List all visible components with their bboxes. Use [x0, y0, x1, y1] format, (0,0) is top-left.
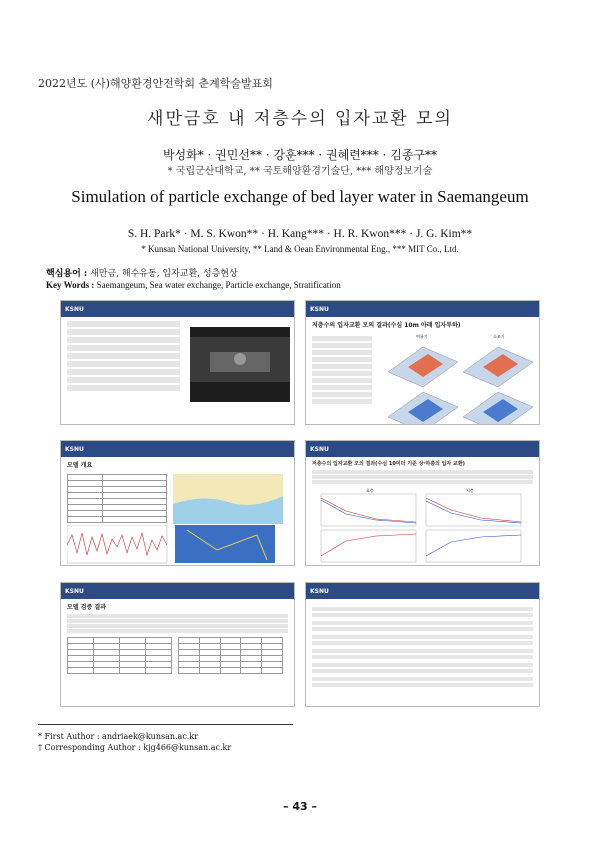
- slide-conclusion: [305, 582, 540, 707]
- slide-header: KSNU: [61, 583, 294, 599]
- authors-korean: 박성화* · 권민선** · 강훈*** · 권혜련*** · 김종구**: [162, 148, 438, 162]
- page-number: – 43 –: [283, 800, 317, 813]
- slide-model-validation: [60, 582, 295, 707]
- validation-table-2: [178, 637, 283, 674]
- slide-bullets: [312, 470, 533, 484]
- video-thumbnail-icon: [190, 327, 290, 402]
- slide-header: KSNU: [306, 301, 539, 317]
- footnote-corresponding-author: † Corresponding Author : kjg466@kunsan.ac.kr: [38, 743, 232, 752]
- title-english: Simulation of particle exchange of bed layer water in Saemangeum: [71, 187, 529, 206]
- slide-title: 모델 개요: [67, 462, 93, 469]
- label-surface: 표층: [366, 488, 374, 493]
- label-bottom: 저층: [466, 488, 474, 493]
- model-overview-table: [67, 474, 167, 523]
- slide-model-overview: [60, 440, 295, 566]
- timeseries-plot: [67, 525, 287, 565]
- slide-bullets: [312, 607, 533, 687]
- footnote-first-author: * First Author : andriaek@kunsan.ac.kr: [38, 732, 199, 741]
- slide-bullets: [312, 334, 372, 425]
- conference-header: 2022년도 (사)해양환경안전학회 춘계학술발표회: [38, 77, 273, 90]
- slide-header: KSNU: [61, 301, 294, 317]
- validation-table-1: [67, 637, 172, 674]
- slide-bullets: [67, 319, 180, 410]
- slide-title: 모델 검증 결과: [67, 604, 106, 611]
- video-frame-image: [190, 327, 290, 402]
- keywords-korean: [46, 266, 238, 279]
- surface-plot-grid: [378, 332, 538, 425]
- study-area-map: [173, 474, 283, 524]
- label-b: 소조기: [493, 334, 505, 339]
- footnote-divider: [38, 724, 293, 725]
- slide-header: KSNU: [306, 583, 539, 599]
- affiliation-korean: * 국립군산대학교, ** 국토해양환경기술단, *** 해양정보기술: [167, 166, 433, 177]
- affiliation-english: * Kunsan National University, ** Land & Oean Environmental Eng., *** MIT Co., Ltd.: [141, 244, 459, 254]
- slide-bullets: [67, 614, 288, 633]
- keywords-english-text: Saemangeum, Sea water exchange, Particle exchange, Stratification: [96, 280, 341, 290]
- keywords-english: [46, 280, 341, 290]
- layer-exchange-plots: [306, 486, 536, 566]
- keywords-korean-text: 새만금, 해수유동, 입자교환, 성층현상: [90, 269, 238, 279]
- slide-header: KSNU: [61, 441, 294, 457]
- slide-result-layers: [305, 440, 540, 566]
- keywords-english-label: Key Words :: [46, 280, 95, 290]
- title-korean: 새만금호 내 저층수의 입자교환 모의: [147, 109, 453, 129]
- label-a: 여름기: [416, 334, 428, 339]
- slide-result-3d: [305, 300, 540, 425]
- slide-title: 저층수의 입자교환 모의 결과(수심 10m 아래 입자투하): [312, 322, 461, 329]
- authors-english: S. H. Park* · M. S. Kwon** · H. Kang*** · H. R. Kwon*** · J. G. Kim**: [127, 228, 473, 240]
- keywords-korean-label: 핵심용어 :: [46, 269, 88, 279]
- slide-background: [60, 300, 295, 425]
- slide-header: KSNU: [306, 441, 539, 457]
- slide-title: 저층수의 입자교환 모의 결과(수심 10미터 기준 상·하층의 입자 교환): [312, 461, 465, 467]
- slide-body: [61, 317, 294, 412]
